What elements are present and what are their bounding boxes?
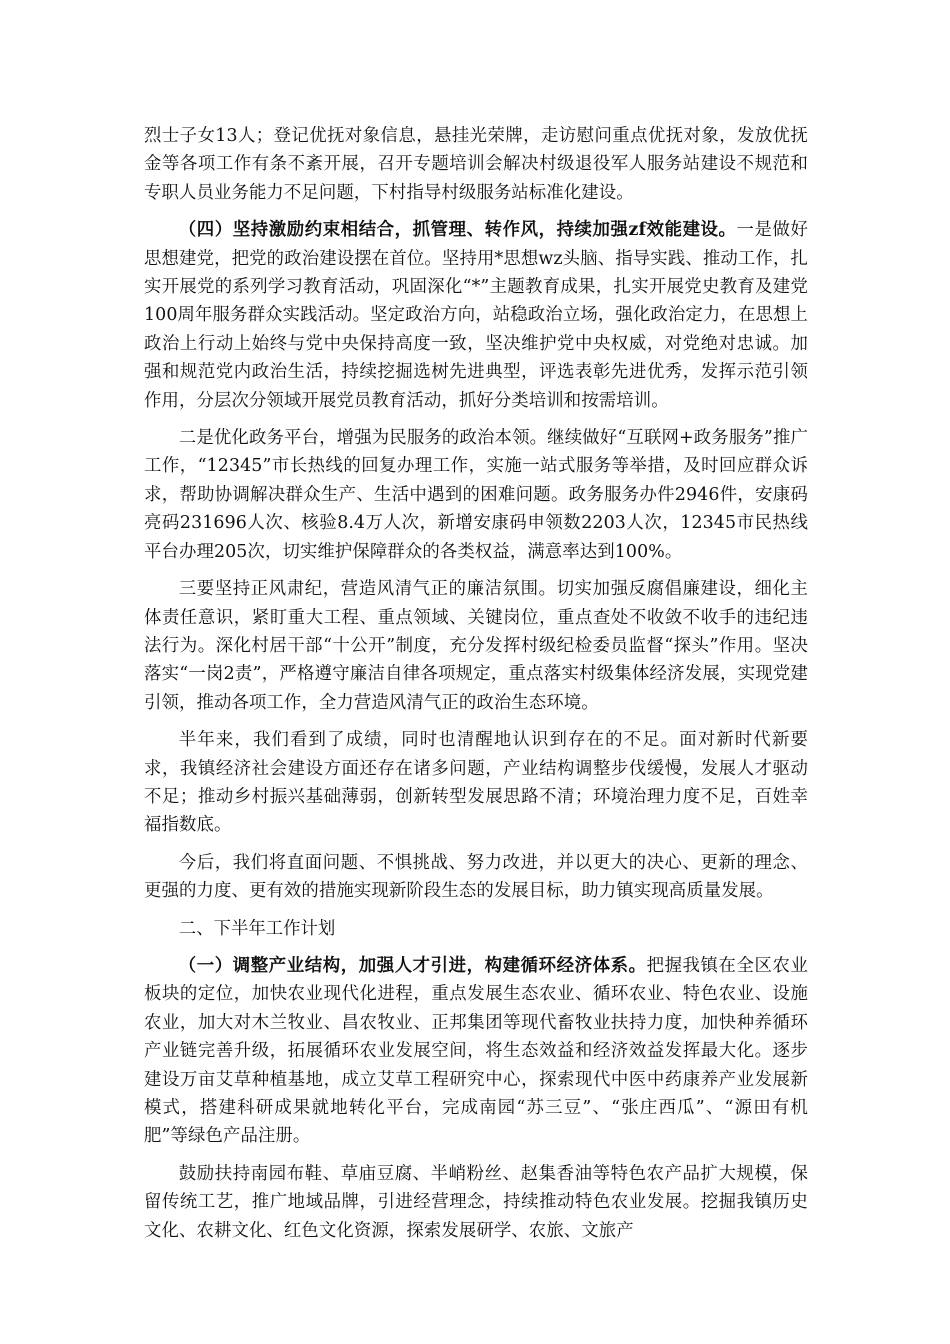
section-heading: 二、下半年工作计划 — [178, 918, 336, 939]
paragraph-text: 把握我镇在全区农业板块的定位，加快农业现代化进程，重点发展生态农业、循环农业、特色农业、设施农业，加大对木兰牧业、昌农牧业、正邦集团等现代畜牧业扶持力度，加快种养循环产业链完善升级，拓展循环农业发展空间，将生态效益和经济效益发挥最大化。逐步建设万亩艾草种植基地，成立艾草工程研究中心，探索现代中医中药康养产业发展新模式，搭建科研成果就地转化平台，完成南园“苏三豆”、“张庄西瓜”、“源田有机肥”等绿色产品注册。 — [144, 955, 808, 1147]
section-title: （一）调整产业结构，加强人才引进，构建循环经济体系。 — [178, 955, 647, 976]
paragraph: 烈士子女13人；登记优抚对象信息，悬挂光荣牌，走访慰问重点优抚对象，发放优抚金等各项工作有条不紊开展，召开专题培训会解决村级退役军人服务站建设不规范和专职人员业务能力不足问题，下村指导村级服务站标准化建设。 — [144, 126, 808, 203]
paragraph: 鼓励扶持南园布鞋、草庙豆腐、半峭粉丝、赵集香油等特色农产品扩大规模，保留传统工艺，推广地域品牌，引进经营理念，持续推动特色农业发展。挖掘我镇历史文化、农耕文化、红色文化资源，探索发展研学、农旅、文旅产 — [144, 1163, 808, 1241]
paragraph: 今后，我们将直面问题、不惧挑战、努力改进，并以更大的决心、更新的理念、更强的力度、更有效的措施实现新阶段生态的发展目标，助力镇实现高质量发展。 — [144, 852, 808, 902]
section-title: （四）坚持激励约束相结合，抓管理、转作风，持续加强zf效能建设。 — [178, 220, 737, 241]
paragraph: 二是优化政务平台，增强为民服务的政治本领。继续做好“互联网+政务服务”推广工作，“12345”市长热线的回复办理工作，实施一站式服务等举措，及时回应群众诉求，帮助协调解决群众生产、生活中遇到的困难问题。政务服务办件2946件，安康码亮码231696人次、核验8.4万人次，新增安康码申领数2203人次，12345市民热线平台办理205次，切实维护保障群众的各类权益，满意率达到100%。 — [144, 428, 808, 562]
paragraph — [144, 952, 808, 1151]
paragraph — [144, 216, 808, 415]
paragraph: 半年来，我们看到了成绩，同时也清醒地认识到存在的不足。面对新时代新要求，我镇经济社会建设方面还存在诸多问题，产业结构调整步伐缓慢，发展人才驱动不足；推动乡村振兴基础薄弱，创新转型发展思路不清；环境治理力度不足，百姓幸福指数底。 — [144, 730, 808, 836]
paragraph: 三要坚持正风肃纪，营造风清气正的廉洁氛围。切实加强反腐倡廉建设，细化主体责任意识，紧盯重大工程、重点领域、关键岗位，重点查处不收敛不收手的违纪违法行为。深化村居干部“十公开”制度，充分发挥村级纪检委员监督“探头”作用。坚决落实“一岗2责”，严格遵守廉洁自律各项规定，重点落实村级集体经济发展，实现党建引领，推动各项工作，全力营造风清气正的政治生态环境。 — [144, 579, 808, 713]
document-body — [144, 122, 808, 1254]
paragraph-text: 一是做好思想建党，把党的政治建设摆在首位。坚持用*思想wz头脑、指导实践、推动工作，扎实开展党的系列学习教育活动，巩固深化“*”主题教育成果，扎实开展党史教育及建党100周年服务群众实践活动。坚定政治方向，站稳政治立场，强化政治定力，在思想上政治上行动上始终与党中央保持高度一致，坚决维护党中央权威，对党绝对忠诚。加强和规范党内政治生活，持续挖掘选树先进典型，评选表彰先进优秀，发挥示范引领作用，分层次分领域开展党员教育活动，抓好分类培训和按需培训。 — [144, 220, 809, 411]
